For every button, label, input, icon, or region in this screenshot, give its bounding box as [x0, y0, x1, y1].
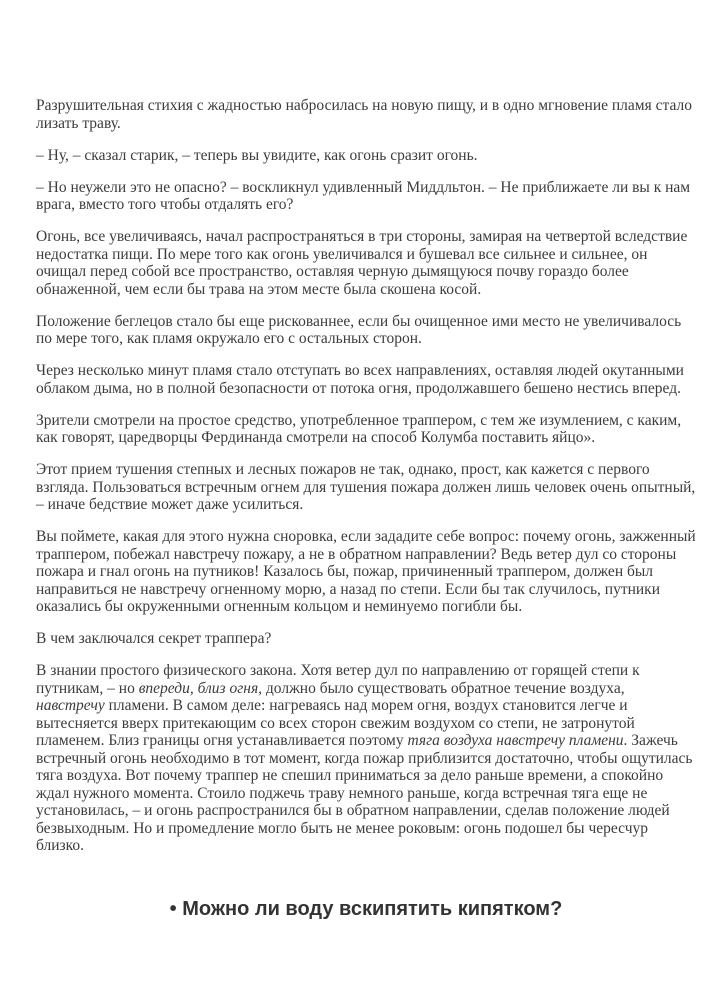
text-run: Огонь, все увеличиваясь, начал распространяться в три стороны, замирая на четвертой вследствие недостатка пищи. По мере того как огонь увеличивался и бушевал все сильнее и сильнее, он очищал перед собой все пространство, оставляя черную дымящуюся почву гораздо более обнаженной, чем если бы трава на этом месте была скошена косой. — [36, 228, 688, 298]
section-heading: • Можно ли воду вскипятить кипятком? — [169, 897, 563, 920]
text-run: В чем заключался секрет траппера? — [36, 630, 272, 647]
paragraph — [36, 362, 696, 397]
paragraph — [36, 528, 696, 616]
paragraph — [36, 630, 696, 648]
text-run: – Но неужели это не опасно? – воскликнул удивленный Миддльтон. – Не приближаете ли вы к нам врага, вместо того чтобы отдалять его? — [36, 178, 691, 213]
italic-text-run: впереди, близ огня, — [138, 679, 263, 697]
italic-text-run: тяга воздуха навстречу пламени — [407, 732, 624, 749]
text-run: Разрушительная стихия с жадностью набросилась на новую пищу, и в одно мгновение пламя стало лизать траву. — [36, 97, 692, 132]
text-run: должно было существовать обратное течение воздуха, — [262, 679, 625, 697]
text-run: Этот прием тушения степных и лесных пожаров не так, однако, прост, как кажется с первого взгляда. Пользоваться встречным огнем для тушения пожара должен лишь человек очень опытный, – иначе бедствие может даже усилиться. — [36, 461, 696, 513]
paragraph — [36, 97, 696, 132]
paragraph — [36, 228, 696, 298]
paragraph — [36, 147, 696, 165]
text-run: Через несколько минут пламя стало отступать во всех направлениях, оставляя людей окутанными облаком дыма, но в полной безопасности от потока огня, продолжавшего бешено нестись вперед. — [36, 362, 684, 397]
text-run: пламени. В самом деле: нагреваясь над морем огня, воздух становится легче и вытесняется вверх притекающим со всех сторон свежим воздухом со степи, не затронутой пламенем. Близ границы огня устанавливается поэтому — [36, 697, 635, 749]
paragraph — [36, 179, 696, 214]
text-run: В знании простого физического закона. Хотя ветер дул по направлению от горящей степи к путникам, – но — [36, 662, 640, 697]
text-run: – Ну, – сказал старик, – теперь вы увидите, как огонь сразит огонь. — [36, 146, 478, 164]
text-run: . Зажечь встречный огонь необходимо в тот момент, когда пожар приблизится достаточно, чтобы ощутилась тяга воздуха. Вот почему траппер не спешил приниматься за дело раньше времени, а спокойно ждал нужного момента. Стоило поджечь траву немного раньше, когда встречная тяга еще не установилась, – и огонь распространился бы в обратном направлении, сделав положение людей безвыходным. Но и промедление могло быть не менее роковым: огонь подошел бы чересчур близко. — [36, 732, 693, 854]
text-run: Вы поймете, какая для этого нужна сноровка, если зададите себе вопрос: почему огонь, зажженный траппером, побежал навстречу пожару, а не в обратном направлении? Ведь ветер дул со стороны пожара и гнал огонь на путников! Казалось бы, пожар, причиненный траппером, должен был направиться не навстречу огненному морю, а назад по степи. Если бы так случилось, путники оказались бы окруженными огненным кольцом и неминуемо погибли бы. — [36, 528, 696, 615]
paragraph — [36, 662, 696, 855]
text-block — [36, 97, 696, 855]
paragraph — [36, 313, 696, 348]
paragraph — [36, 412, 696, 447]
text-run: Положение беглецов стало бы еще рискованнее, если бы очищенное ими место не увеличивалось по мере того, как пламя окружало его с остальных сторон. — [36, 312, 682, 347]
text-run: Зрители смотрели на простое средство, употребленное траппером, с тем же изумлением, с каким, как говорят, царедворцы Фердинанда смотрели на способ Колумба поставить яйцо». — [36, 411, 682, 446]
italic-text-run: навстречу — [36, 697, 105, 714]
paragraph — [36, 461, 696, 514]
